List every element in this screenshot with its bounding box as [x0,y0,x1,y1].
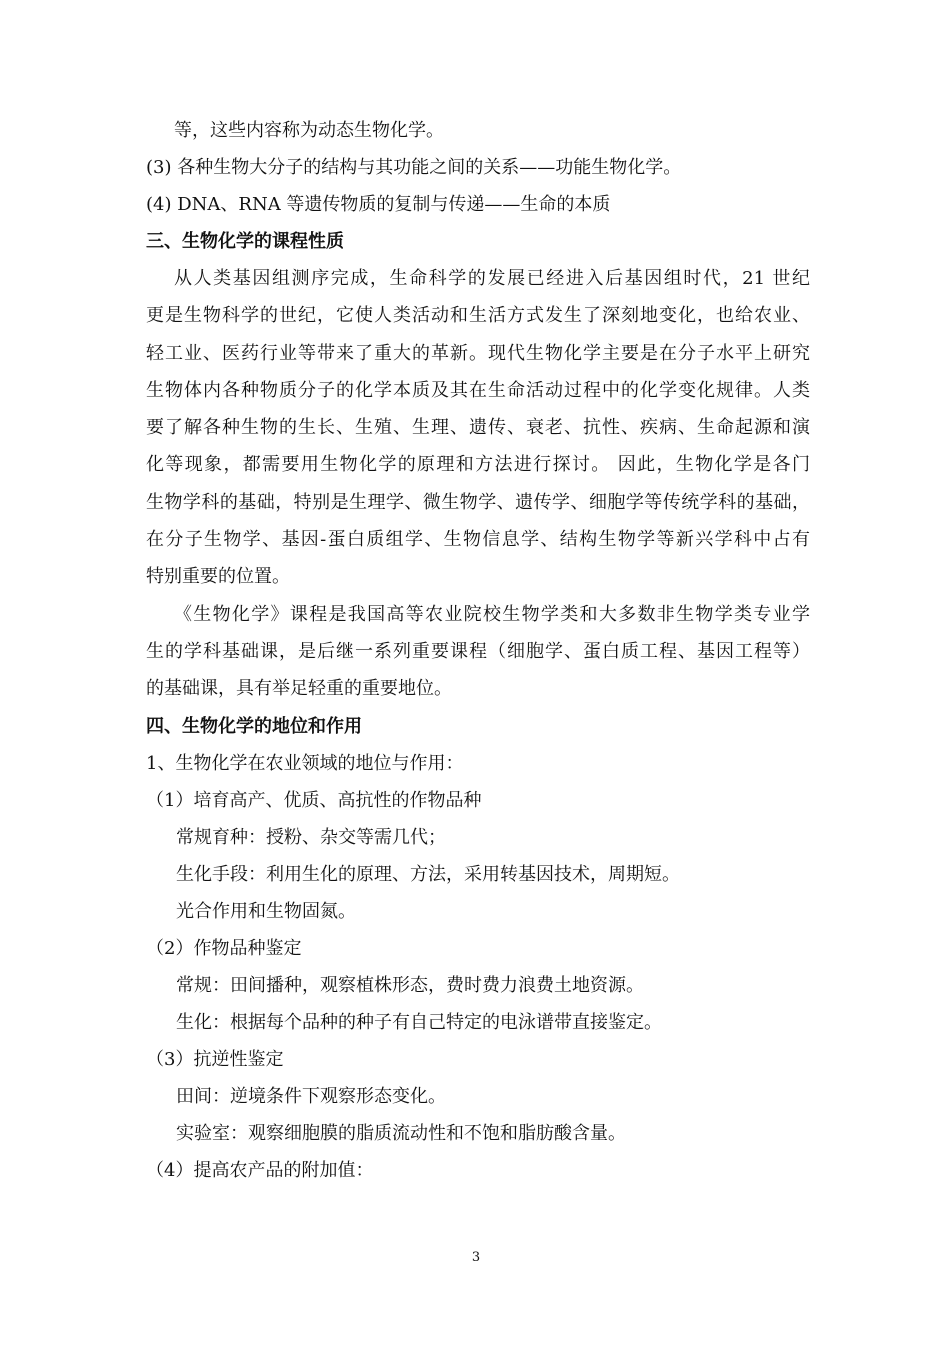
section-heading-3: 三、生物化学的课程性质 [146,231,344,252]
page-number: 3 [471,1250,481,1265]
sub-item-heading: （3）抗逆性鉴定 [146,1048,284,1070]
text-line: (3) 各种生物大分子的结构与其功能之间的关系——功能生物化学。 [146,157,682,178]
paragraph-course-status [146,596,810,708]
paragraph-line: 《生物化学》课程是我国高等农业院校生物学类和大多数非生物学类专业学 [174,603,810,625]
sub-item-heading: （2）作物品种鉴定 [146,937,302,959]
paragraph-course-nature [146,260,810,596]
text-line: 等，这些内容称为动态生物化学。 [174,120,444,141]
paragraph-line: 更是生物科学的世纪，它使人类活动和生活方式发生了深刻地变化，也给农业、 [146,305,810,327]
paragraph-line: 生的学科基础课，是后继一系列重要课程（细胞学、蛋白质工程、基因工程等） [146,640,810,662]
list-item-heading: 1、生物化学在农业领域的地位与作用： [146,752,464,774]
sub-item-heading: （4）提高农产品的附加值： [146,1159,374,1181]
paragraph-line: 从人类基因组测序完成，生命科学的发展已经进入后基因组时代，21 世纪 [174,268,810,289]
paragraph-line: 的基础课，具有举足轻重的重要地位。 [146,678,452,700]
paragraph-line: 生物体内各种物质分子的化学本质及其在生命活动过程中的化学变化规律。人类 [146,379,810,401]
paragraph-line: 生物学科的基础，特别是生理学、微生物学、遗传学、细胞学等传统学科的基础， [146,491,810,513]
text-line: (4) DNA、RNA 等遗传物质的复制与传递——生命的本质 [146,194,611,215]
sub-item-line: 常规育种：授粉、杂交等需几代； [176,826,446,848]
paragraph-line: 特别重要的位置。 [146,566,290,588]
paragraph-line: 化等现象，都需要用生物化学的原理和方法进行探讨。 因此，生物化学是各门 [146,454,810,476]
paragraph-line: 在分子生物学、基因-蛋白质组学、生物信息学、结构生物学等新兴学科中占有 [146,529,810,551]
section-heading-4: 四、生物化学的地位和作用 [146,715,362,737]
sub-item-line: 生化：根据每个品种的种子有自己特定的电泳谱带直接鉴定。 [176,1011,662,1033]
page-body [146,112,810,1189]
sub-item-line: 常规：田间播种，观察植株形态，费时费力浪费土地资源。 [176,974,644,996]
sub-item-line: 田间：逆境条件下观察形态变化。 [176,1085,446,1107]
sub-item-heading: （1）培育高产、优质、高抗性的作物品种 [146,789,482,811]
paragraph-line: 轻工业、医药行业等带来了重大的革新。现代生物化学主要是在分子水平上研究 [146,342,810,364]
sub-item-line: 光合作用和生物固氮。 [176,900,356,922]
paragraph-line: 要了解各种生物的生长、生殖、生理、遗传、衰老、抗性、疾病、生命起源和演 [146,417,810,439]
sub-item-line: 生化手段：利用生化的原理、方法，采用转基因技术，周期短。 [176,863,680,885]
sub-item-line: 实验室：观察细胞膜的脂质流动性和不饱和脂肪酸含量。 [176,1122,626,1144]
